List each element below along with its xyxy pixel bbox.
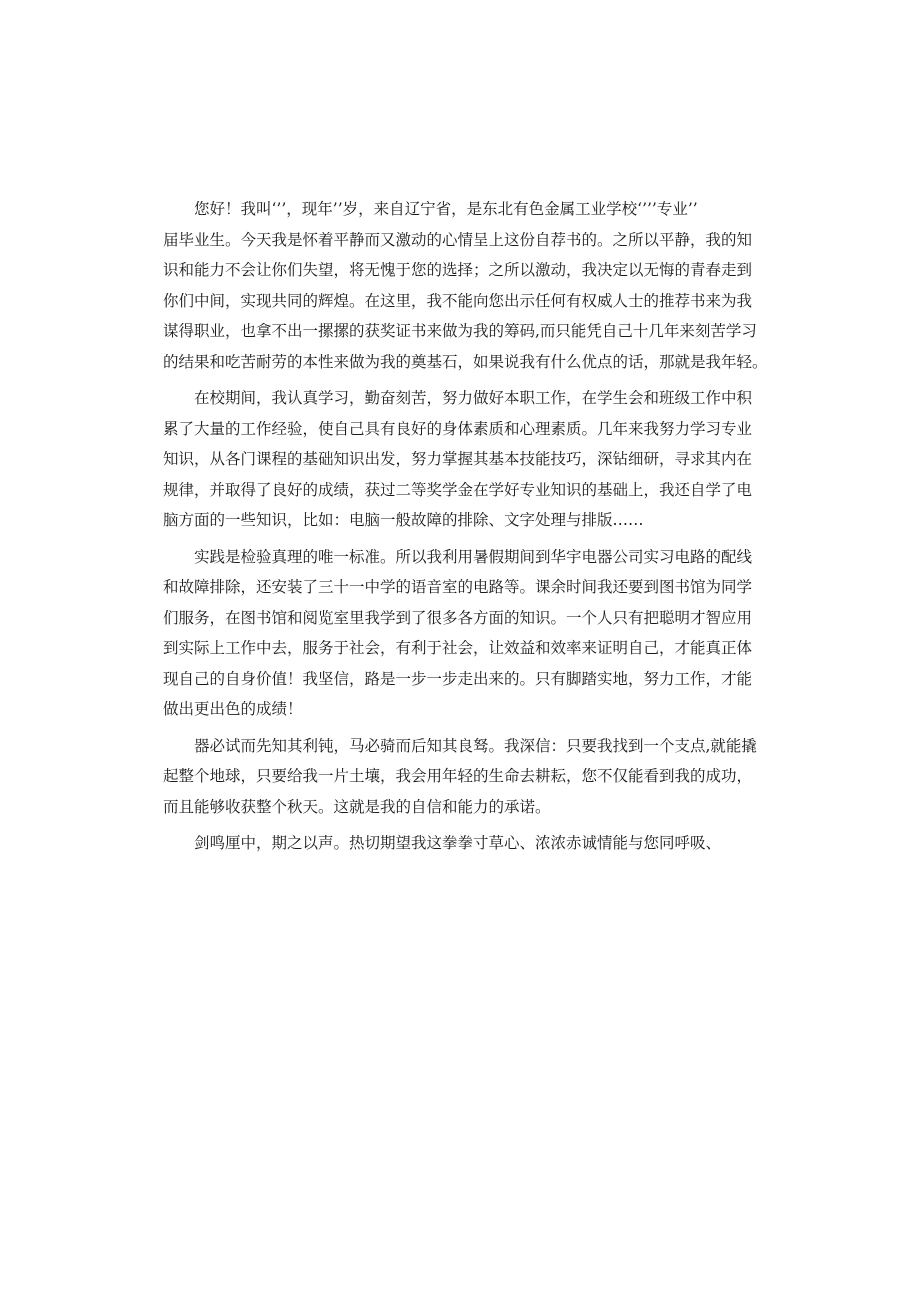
text-line: 做出更出色的成绩！ [163,700,303,718]
paragraph-school-period [163,383,763,536]
text-line: 现自己的自身价值！我坚信，路是一步一步走出来的。只有脚踏实地，努力工作，才能 [163,669,753,688]
text-line: 到实际上工作中去，服务于社会，有利于社会，让效益和效率来证明自己，才能真正体 [163,639,753,657]
text-line: 知识，从各门课程的基础知识出发，努力掌握其基本技能技巧，深钻细研，寻求其内在 [163,450,753,468]
text-line: 而且能够收获整个秋天。这就是我的自信和能力的承诺。 [163,797,551,816]
text-line: 你们中间，实现共同的辉煌。在这里，我不能向您出示任何有权威人士的推荐书来为我 [163,291,753,310]
paragraph-practice [163,542,763,725]
text-line: 在校期间，我认真学习，勤奋刻苦，努力做好本职工作，在学生会和班级工作中积 [194,389,753,407]
text-line: 起整个地球，只要给我一片土壤，我会用年轻的生命去耕耘，您不仅能看到我的成功， [163,767,753,785]
document-body [163,194,768,865]
paragraph-closing [163,828,763,859]
text-line: 实践是检验真理的唯一标准。所以我利用暑假期间到华宇电器公司实习电路的配线 [194,547,753,566]
text-line: 届毕业生。今天我是怀着平静而又激动的心情呈上这份自荐书的。之所以平静，我的知 [163,230,753,249]
text-line: 和故障排除，还安装了三十一中学的语音室的电路等。课余时间我还要到图书馆为同学 [163,578,753,596]
text-line: 们服务，在图书馆和阅览室里我学到了很多各方面的知识。一个人只有把聪明才智应用 [163,608,753,627]
text-line: 您好！我叫‘’’，现年’’岁，来自辽宁省，是东北有色金属工业学校‘’’’专业’’ [194,200,698,218]
text-line: 识和能力不会让你们失望，将无愧于您的选择；之所以激动，我决定以无悔的青春走到 [163,261,753,279]
text-line: 累了大量的工作经验，使自己具有良好的身体素质和心理素质。几年来我努力学习专业 [163,419,753,438]
text-line: 谋得职业，也拿不出一摞摞的获奖证书来做为我的筹码,而只能凭自己十几年来刻苦学习 [163,322,757,340]
text-line: 的结果和吃苦耐劳的本性来做为我的奠基石，如果说我有什么优点的话，那就是我年轻。 [163,352,768,371]
text-line: 脑方面的一些知识，比如：电脑一般故障的排除、文字处理与排版…… [163,511,644,529]
text-line: 规律，并取得了良好的成绩，获过二等奖学金在学好专业知识的基础上，我还自学了电 [163,480,753,499]
paragraph-confidence [163,731,763,823]
text-line: 器必试而先知其利钝，马必骑而后知其良驽。我深信：只要我找到一个支点,就能撬 [194,736,757,755]
text-line: 剑鸣厘中，期之以声。热切期望我这拳拳寸草心、浓浓赤诚情能与您同呼吸、 [194,834,722,852]
paragraph-introduction [163,194,768,377]
